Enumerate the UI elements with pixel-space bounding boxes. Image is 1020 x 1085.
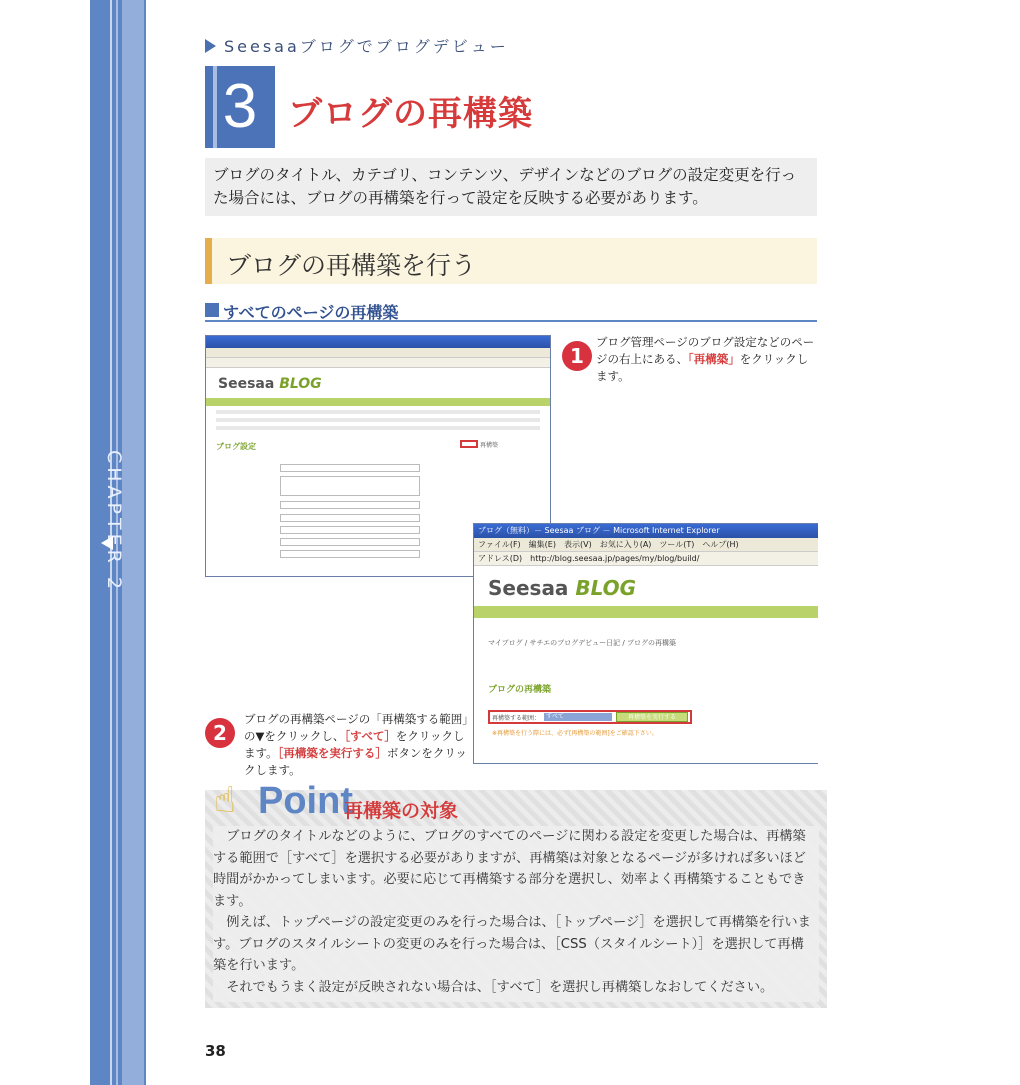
chapter-label: CHAPTER 2 <box>103 450 125 593</box>
pointing-hand-icon: ☝ <box>214 780 236 821</box>
page-number: 38 <box>205 1042 226 1060</box>
blog-logo-area <box>474 566 818 606</box>
rebuild-warning: ※再構築を行う際には、必ず[再構築の範囲]をご確認下さい。 <box>492 730 658 737</box>
point-paragraph: それでもうまく設定が反映されない場合は、［すべて］を選択し再構築しなおしてください。 <box>226 979 774 995</box>
menu-bar: ファイル(F) 編集(E) 表示(V) お気に入り(A) ツール(T) ヘルプ(H) <box>474 538 818 552</box>
step-1-text: ブログ管理ページのブログ設定などのページの右上にある、「再構築」をクリックします。 <box>596 335 815 383</box>
section-bar <box>205 238 817 284</box>
rebuild-page-title: ブログの再構築 <box>488 685 552 695</box>
seesaa-logo: Seesaa BLOG <box>218 376 322 392</box>
address-bar <box>206 358 550 368</box>
chapter-arrow-icon <box>101 536 113 550</box>
step-2-text: ブログの再構築ページの「再構築する範囲」の▼をクリックし、［すべて］をクリックします。［再構築を実行する］ボタンをクリックします。 <box>244 712 469 777</box>
rebuild-link[interactable]: 再構築 <box>480 442 499 449</box>
series-title: Seesaaブログでブログデビュー <box>224 37 509 56</box>
settings-field <box>280 476 420 496</box>
section-number: 3 <box>205 66 275 148</box>
window-titlebar <box>206 336 550 348</box>
sub-heading-text: すべてのページの再構築 <box>223 303 399 322</box>
sub-heading <box>205 300 817 322</box>
page-title: ブログの再構築 <box>288 94 533 134</box>
point-label: Point <box>258 780 353 822</box>
square-bullet-icon <box>205 303 219 317</box>
window-titlebar: ブログ（無料）－ Seesaa ブログ － Microsoft Internet Explorer <box>474 524 818 538</box>
rebuild-link-highlight[interactable] <box>460 440 478 448</box>
seesaa-logo: Seesaa BLOG <box>488 576 637 600</box>
range-select[interactable]: すべて <box>544 713 612 721</box>
settings-field <box>280 526 420 534</box>
nav-bar <box>474 606 818 618</box>
settings-field <box>280 538 420 546</box>
address-bar: アドレス(D) http://blog.seesaa.jp/pages/my/blog/build/ <box>474 552 818 566</box>
point-subtitle: 再構築の対象 <box>344 800 459 822</box>
point-body <box>213 826 813 998</box>
intro-text: ブログのタイトル、カテゴリ、コンテンツ、デザインなどのブログの設定変更を行った場合には、ブログの再構築を行って設定を反映する必要があります。 <box>205 158 817 216</box>
point-paragraph: 例えば、トップページの設定変更のみを行った場合は、［トップページ］を選択して再構築を行います。ブログのスタイルシートの変更のみを行った場合は、［CSS（スタイルシート）］を選択して再構築を行います。 <box>213 915 811 973</box>
settings-field <box>280 550 420 558</box>
blog-logo-area <box>206 368 550 398</box>
step-2-badge: 2 <box>205 718 235 748</box>
step-1-badge: 1 <box>562 341 592 371</box>
triangle-icon <box>205 39 216 53</box>
screenshot-rebuild-page <box>473 523 818 764</box>
breadcrumb: マイブログ / サチエのブログデビュー日記 / ブログの再構築 <box>488 639 676 647</box>
menu-bar <box>206 348 550 358</box>
nav-bar <box>206 398 550 406</box>
exec-rebuild-button[interactable]: 再構築を実行する <box>616 712 688 722</box>
settings-field <box>280 464 420 472</box>
section-title: ブログの再構築を行う <box>226 251 477 280</box>
series-header <box>205 34 509 57</box>
range-label: 再構築する範囲： <box>492 715 541 722</box>
point-paragraph: ブログのタイトルなどのように、ブログのすべてのページに関わる設定を変更した場合は、再構築する範囲で［すべて］を選択する必要がありますが、再構築は対象となるページが多ければ多いほど時間がかかってしまいます。必要に応じて再構築する部分を選択し、効率よく再構築することもできます。 <box>213 829 806 909</box>
settings-field <box>280 514 420 522</box>
blog-settings-title: ブログ設定 <box>216 442 256 451</box>
settings-field <box>280 501 420 509</box>
